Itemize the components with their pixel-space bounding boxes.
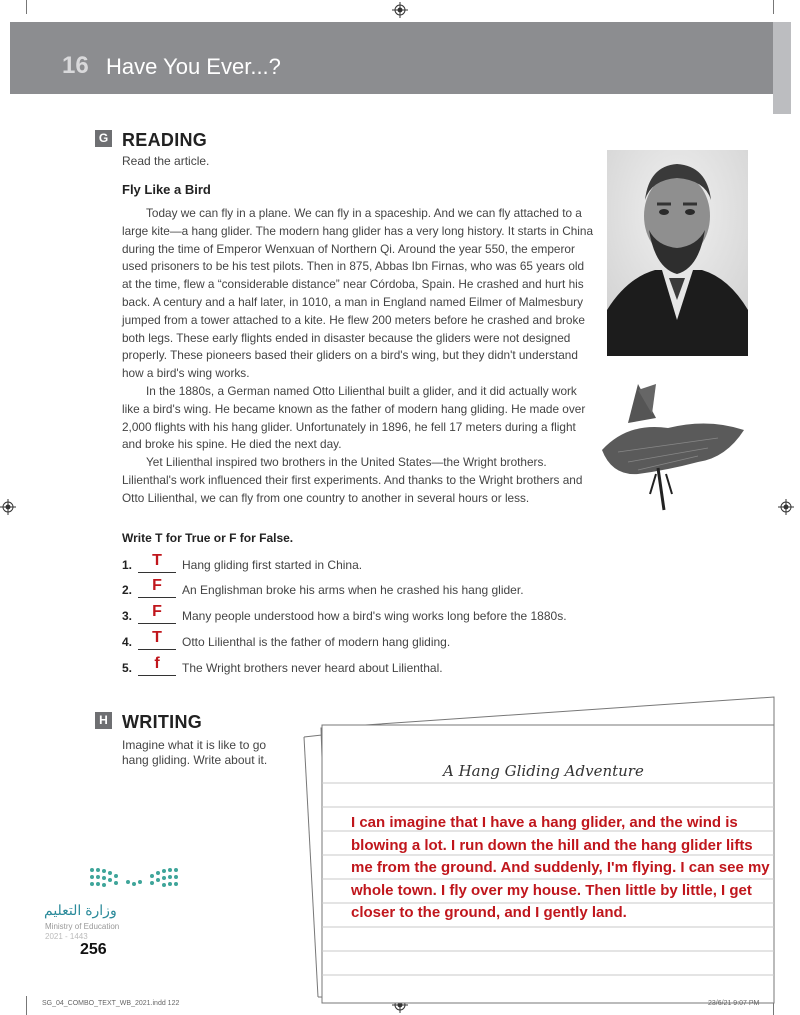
ministry-year: 2021 - 1443: [45, 932, 88, 941]
question-number: 5.: [122, 661, 133, 675]
registration-mark-icon: [0, 499, 16, 515]
page-number: 256: [80, 941, 107, 958]
crop-mark: [26, 0, 27, 14]
reading-title: READING: [122, 130, 208, 150]
unit-header-tab: [773, 22, 791, 114]
footer-date: 23/6/21 9:07 PM: [708, 1000, 760, 1007]
true-false-instruction: Write T for True or F for False.: [122, 531, 294, 545]
answer-line: [138, 649, 176, 650]
answer-line: [138, 597, 176, 598]
writing-instruction: Imagine what it is like to go hang gliding. Write about it.: [122, 738, 268, 767]
question-text: Hang gliding first started in China.: [182, 558, 363, 572]
crop-mark: [26, 996, 27, 1015]
answer-mark[interactable]: T: [152, 552, 162, 569]
registration-mark-icon: [392, 2, 408, 18]
answer-line: [138, 623, 176, 624]
article-paragraph: In the 1880s, a German named Otto Lilienthal built a glider, and it did actually work like a bird's wing. He became known as the father of modern hang gliding. He made over 2,000 flights with his hang glider. Unfortunately in 1896, he fell 17 meters during a flight and broke his spine. He died the next day.: [122, 383, 586, 452]
question-text: The Wright brothers never heard about Lilienthal.: [182, 661, 443, 675]
ministry-name-english: Ministry of Education: [45, 922, 120, 931]
answer-line: [138, 675, 176, 676]
notebook-title: A Hang Gliding Adventure: [443, 762, 644, 780]
lilienthal-portrait-photo: [607, 150, 748, 356]
article-body: [122, 205, 594, 508]
ministry-logo-icon: [88, 866, 180, 892]
answer-mark[interactable]: F: [152, 577, 162, 594]
section-letter-h: H: [95, 712, 112, 729]
article-paragraph: Yet Lilienthal inspired two brothers in the United States—the Wright brothers. Lilienthal's work influenced their first experiments. And thanks to the Wright brothers and Otto Lilienthal, we can fly from one country to another in several hours or less.: [122, 455, 583, 505]
question-number: 2.: [122, 583, 133, 597]
reading-instruction: Read the article.: [122, 154, 210, 168]
answer-line: [138, 572, 176, 573]
question-number: 4.: [122, 635, 133, 649]
unit-title: Have You Ever...?: [106, 54, 281, 79]
lilienthal-glider-image: [598, 378, 748, 513]
question-number: 3.: [122, 609, 133, 623]
question-text: Otto Lilienthal is the father of modern hang gliding.: [182, 635, 451, 649]
article-paragraph: Today we can fly in a plane. We can fly in a spaceship. And we can fly attached to a large kite—a hang glider. The modern hang glider has a very long history. It starts in China during the time of Emperor Wenxuan of Northern Qi. Around the year 550, the emperor used prisoners to be his test pilots. Then in 875, Abbas Ibn Firnas, who was 65 years old at the time, flew a “considerable distance” near Córdoba, Spain. He crashed and hurt his back. A century and a half later, in 1010, a man in England named Eilmer of Malmesbury jumped from a tower attached to a kite. He flew 200 meters before he crashed and broke both legs. These early flights ended in disaster because the gliders were not designed properly. These pioneers based their gliders on a bird's wing, but they didn't understand how a bird's wing works.: [122, 206, 594, 381]
article-title: Fly Like a Bird: [122, 182, 211, 197]
writing-answer-text[interactable]: I can imagine that I have a hang glider, and the wind is blowing a lot. I run down the hill and the hang glider lifts me from the ground. And suddenly, I'm flying. I can see my whole town. I fly over my house. Then little by little, I get closer to the ground, and I gently land.: [351, 814, 770, 921]
registration-mark-icon: [778, 499, 794, 515]
answer-mark[interactable]: F: [152, 603, 162, 620]
crop-mark: [773, 0, 774, 14]
section-letter-g: G: [95, 130, 112, 147]
question-text: An Englishman broke his arms when he crashed his hang glider.: [182, 583, 524, 597]
answer-mark[interactable]: f: [154, 655, 160, 672]
answer-mark[interactable]: T: [152, 629, 162, 646]
unit-number: 16: [62, 52, 89, 79]
question-text: Many people understood how a bird's wing works long before the 1880s.: [182, 609, 567, 623]
footer-file-name: SG_04_COMBO_TEXT_WB_2021.indd 122: [42, 1000, 180, 1007]
ministry-name-arabic: وزارة التعليم: [44, 902, 117, 918]
question-number: 1.: [122, 558, 133, 572]
writing-title: WRITING: [122, 712, 203, 732]
